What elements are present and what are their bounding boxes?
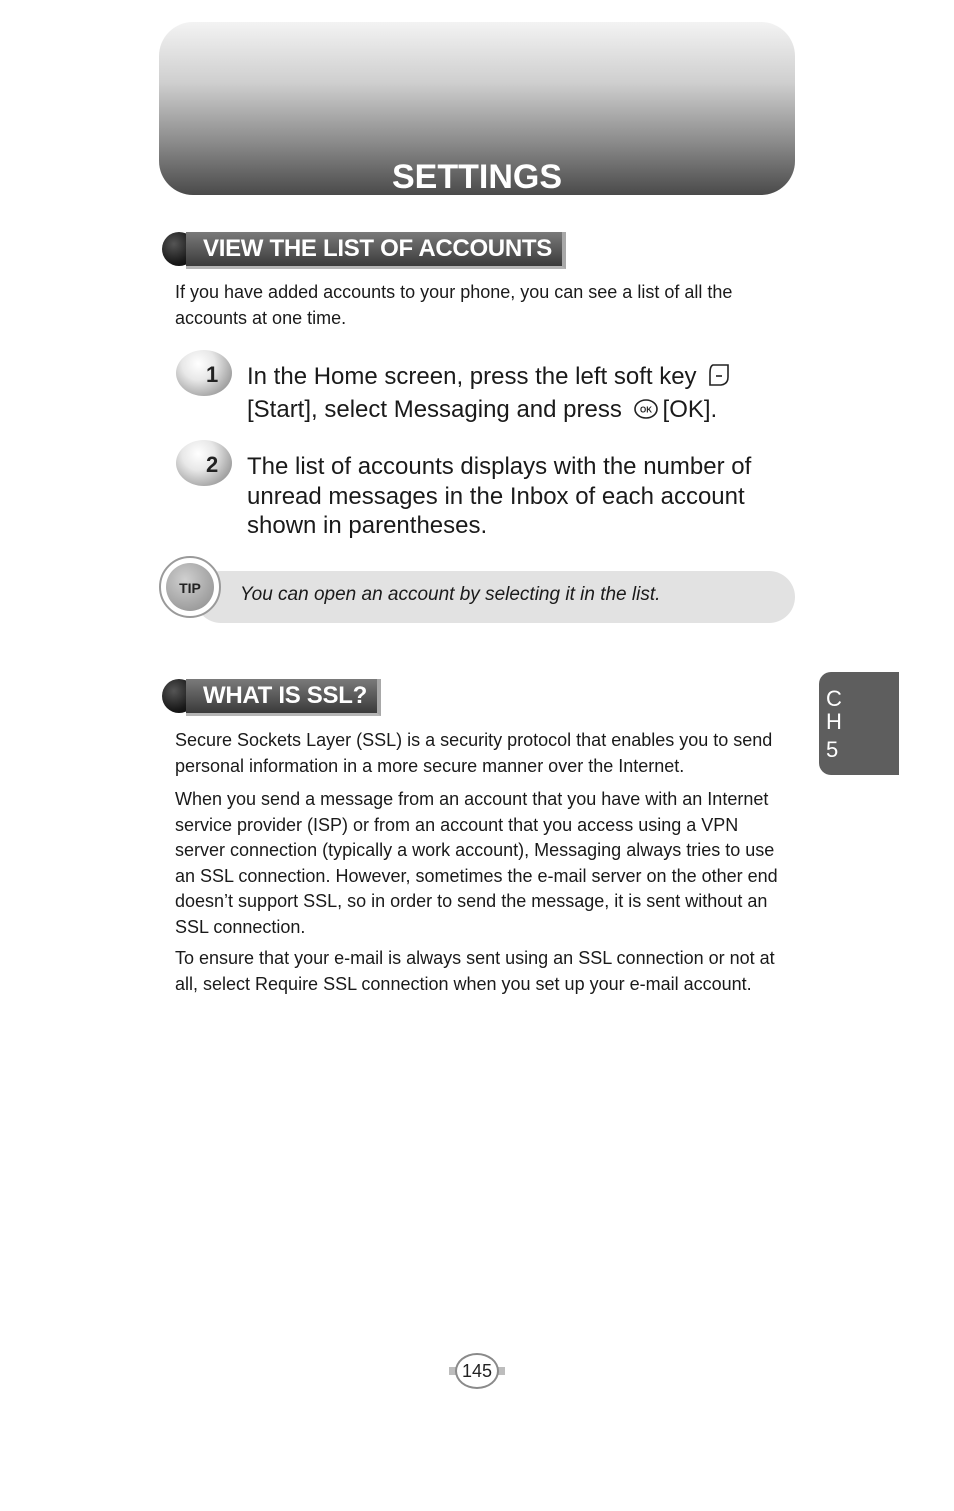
step-2-marker	[176, 440, 232, 486]
step-number: 2	[206, 452, 219, 477]
ok-key-icon	[633, 398, 659, 428]
chapter-tab	[819, 672, 899, 775]
tip-badge-icon	[159, 556, 221, 618]
tip-text: You can open an account by selecting it in the list.	[240, 584, 661, 605]
step-disc-icon	[176, 440, 232, 486]
left-soft-key-icon	[707, 363, 731, 395]
page-title: SETTINGS	[391, 158, 563, 196]
section-heading-label: WHAT IS SSL?	[186, 679, 381, 716]
chapter-tab-h: H	[826, 709, 842, 734]
step-1-text-a: In the Home screen, press the left soft key	[247, 363, 697, 390]
page-header	[159, 22, 795, 195]
step-2-text: The list of accounts displays with the number of unread messages in the Inbox of each account shown in parentheses.	[247, 453, 752, 539]
ssl-paragraph-2: When you send a message from an account that you have with an Internet service provider (ISP) or from an account that you access using a VPN server connection (typically a work account), Messaging always tries to use an SSL connection. However, sometimes the e-mail server on the other end doesn’t support SSL, so in order to send the message, it is sent without an SSL connection.	[175, 789, 778, 937]
step-1-text	[247, 362, 792, 427]
step-1-text-b: [Start], select Messaging and press	[247, 395, 622, 423]
page-number: 145	[461, 1361, 493, 1381]
step-1-text-c: [OK].	[662, 395, 718, 423]
chapter-tab-c: C	[826, 686, 842, 711]
step-number: 1	[206, 362, 219, 387]
ssl-paragraph-3: To ensure that your e-mail is always sent using an SSL connection or not at all, select Require SSL connection when you set up your e-mail account.	[175, 948, 775, 994]
ssl-paragraph-1: Secure Sockets Layer (SSL) is a security protocol that enables you to send personal information in a more secure manner over the Internet.	[175, 730, 773, 776]
section1-intro: If you have added accounts to your phone, you can see a list of all the accounts at one time.	[175, 282, 733, 328]
svg-text:OK: OK	[639, 405, 652, 414]
tip-badge-label: TIP	[179, 580, 201, 596]
section-heading-label: VIEW THE LIST OF ACCOUNTS	[186, 232, 566, 269]
step-1-marker	[176, 350, 232, 396]
chapter-tab-number: 5	[826, 737, 839, 762]
step-disc-icon	[176, 350, 232, 396]
page-number-badge	[449, 1353, 505, 1389]
